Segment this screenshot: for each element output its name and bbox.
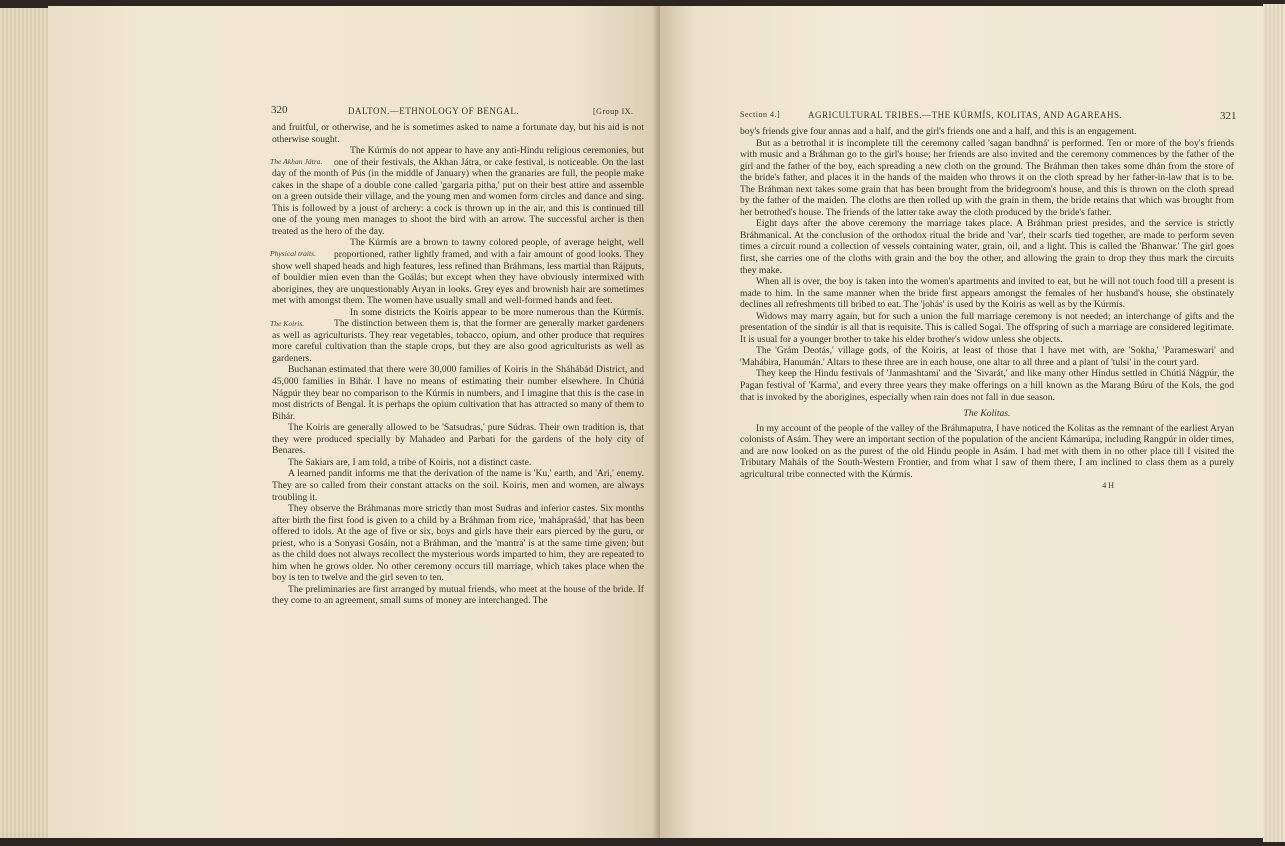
- paragraph: [272, 237, 644, 306]
- paragraph: In my account of the people of the valley of the Bráhmaputra, I have noticed the Kolitas as the remnant of the earliest Aryan colonists of Asám. They were an important section of the population of the ancient Kámarúpa, including Rangpúr in older times, and are now looked on as the purest of the old Hindu people in Asám. I had met with them in no other place till I visited the Tributary Maháls of the South-Western Frontier, and from what I saw of them there, I am inclined to class them as a purely agricultural tribe connected with the Kúrmís.: [740, 422, 1234, 480]
- paragraph: They observe the Bráhmanas more strictly than most Sudras and inferior castes. Six months after birth the first food is given to a child by a Bráhman from rice, 'mahápraśád,' that has been offered to idols. At the age of five or six, boys and girls have their ears pierced by the guru, or priest, who is a Sonyasi Gosáin, not a Bráhman, and the 'mantra' is at the same time given; but as the child does not always recollect the mysterious words imparted to him, they are repeated to him when he grows older. No other ceremony occurs till marriage, which takes place when the boy is ten to twelve and the girl seven to ten.: [272, 503, 644, 584]
- left-page: [48, 6, 660, 838]
- paragraph: Widows may marry again, but for such a union the full marriage ceremony is not needed; an interchange of gifts and the presentation of the sindúr is all that is requisite. This is called Sogai. The offspring of such a marriage are considered legitimate. It is usual for a younger brother to take his elder brother's widow unless she objects.: [740, 310, 1234, 345]
- paragraph-text: The Kúrmís do not appear to have any anti-Hindu religious ceremonies, but one of their festivals, the Akhan Játra, or cake festival, is noticeable. On the last day of the month of Pús (in the middle of January) when the granaries are full, the people make cakes in the shape of a double cone called 'gargaria pitha,' put on their best attire and assemble on a green outside their village, and the young men and women form circles and dance and sing. This is followed by a joust of archery: a cock is thrown up in the air, and this is continued till one of the young men manages to shoot the bird with an arrow. The successful archer is then treated as the hero of the day.: [272, 145, 644, 237]
- paragraph: and fruitful, or otherwise, and he is sometimes asked to name a fortunate day, but his aid is not otherwise sought.: [272, 122, 644, 145]
- paragraph: [272, 145, 644, 237]
- paragraph-text: In some districts the Koiris appear to be more numerous than the Kúrmís. The distinction between them is, that the former are generally market gardeners as well as agriculturists. They rear vegetables, tobacco, opium, and other produce that requires more careful cultivation than the staple crops, but they are also good agriculturists as well as gardeners.: [272, 306, 644, 364]
- signature-mark: 4 H: [1102, 481, 1114, 491]
- sidenote-akhan-jatra: The Akhan Játra.: [270, 157, 323, 167]
- paragraph: The preliminaries are first arranged by mutual friends, who meet at the house of the bride. If they come to an agreement, small sums of money are interchanged. The: [272, 583, 644, 607]
- paragraph: Eight days after the above ceremony the marriage takes place. A Bráhman priest presides, and the service is strictly Bráhmanical. At the conclusion of the orthodox ritual the bride and 'var', their scarfs tied together, are made to perform seven times a circuit round a collection of vessels containing water, grain, oil, and a light. This is called the 'Bhanwar.' The girl goes first, she carries one of the cloths with grain and the boy the other, and allowing the grain to drop they thus mark the circuits they make.: [740, 218, 1234, 276]
- left-running-title: DALTON.—ETHNOLOGY OF BENGAL.: [348, 106, 520, 116]
- paragraph: Buchanan estimated that there were 30,000 families of Koiris in the Sháhábád District, and 45,000 families in Bihár. I have no means of estimating their number elsewhere. In Chútiá Nágpúr they bear no comparison to the Kúrmís in numbers, and I imagine that this is the case in most districts of Bengal. It is perhaps the opium cultivation that has attracted so many of them to Bihár.: [272, 364, 644, 422]
- paragraph: boy's friends give four annas and a half, and the girl's friends one and a half, and this is an engagement.: [740, 126, 1137, 137]
- right-page-edges: [1263, 4, 1285, 842]
- sidenote-physical-traits: Physical traits.: [270, 249, 316, 259]
- right-page-number: 321: [1220, 110, 1237, 122]
- paragraph-text: The Kúrmís are a brown to tawny colored people, of average height, well proportioned, rather lightly framed, and with a fair amount of good looks. They show well shaped heads and high features, less refined than Bráhmans, less martial than Rájputs, of bouldier mien even than the Goálás; but except when they have obviously intermixed with aborigines, they are unquestionably Aryan in looks. Grey eyes and brownish hair are sometimes met with amongst them. The women have usually small and well-formed hands and feet.: [272, 237, 644, 307]
- right-section-label: Section 4.]: [740, 110, 781, 119]
- left-section-label: [Group IX.: [593, 107, 634, 116]
- right-page: [660, 6, 1263, 838]
- paragraph: When all is over, the boy is taken into the women's apartments and invited to eat, but he will not touch food till a present is made to him. In the same manner when the bride first appears amongst the females of her husband's house, she obstinately declines all refreshments till bribed to eat. The 'johás' is used by the Koiris as well as by the Kúrmís.: [740, 276, 1234, 311]
- sidenote-koiris: The Koiris.: [270, 318, 305, 328]
- paragraph: [272, 307, 644, 365]
- left-page-number: 320: [271, 104, 288, 116]
- paragraph: The Sakiars are, I am told, a tribe of Koiris, not a distinct caste.: [288, 456, 532, 468]
- paragraph: The Koiris are generally allowed to be 'Satsudras,' pure Súdras. Their own tradition is, that they were produced specially by Mahadeo and Parbati for the gardens of the holy city of Benares.: [272, 422, 644, 457]
- right-body-text: [740, 126, 1234, 492]
- paragraph: They keep the Hindu festivals of 'Janmashtami' and the 'Sivarát,' and like many other Hindus settled in Chútiá Nágpúr, the Pagan festival of 'Karma', and every three years they make offerings on a hill known as the Marang Búru of the Kols, the god that is invoked by the aborigines, especially when rain does not fall in due season.: [740, 368, 1234, 403]
- left-body-text: [272, 122, 644, 607]
- left-page-edges: [0, 8, 48, 838]
- paragraph: The 'Grám Deotás,' village gods, of the Koiris, at least of those that I have met with, are 'Sokha,' 'Parameswari' and 'Mahábira, Hanumán.' Altars to these three are in each house, one altar to all three and a plant of 'tulsi' in the court yard.: [740, 345, 1234, 368]
- section-heading: The Kolitas.: [963, 408, 1011, 420]
- paragraph: A learned pandit informs me that the derivation of the name is 'Ku,' earth, and 'Ari,' enemy. They are so called from their constant attacks on the soil. Koiris, men and women, are always troubling it.: [272, 468, 644, 503]
- paragraph: But as a betrothal it is incomplete till the ceremony called 'sagan bandhná' is performed. Ten or more of the boy's friends with music and a Bráhman go to the girl's house; her friends are also invited and the ceremony commences by the father of the girl and the father of the boy, each spreading a new cloth on the ground. The Bráhman then takes some dhán from the store of the bride's father, and places it in the hands of the maiden who throws it on the cloth spread by her father-in-law that is to be. The Bráhman next takes some grain that has been brought from the bridegroom's house, and this is thrown on the cloth spread by the father of the maiden. The cloths are then rolled up with the grain in them, the bride retains that which was brought from her betrothed's house. The friends of the latter take away the cloth produced by the bride's father.: [740, 137, 1234, 218]
- right-running-title: AGRICULTURAL TRIBES.—THE KÚRMÍS, KOLITAS, AND AGAREAHS.: [808, 110, 1123, 120]
